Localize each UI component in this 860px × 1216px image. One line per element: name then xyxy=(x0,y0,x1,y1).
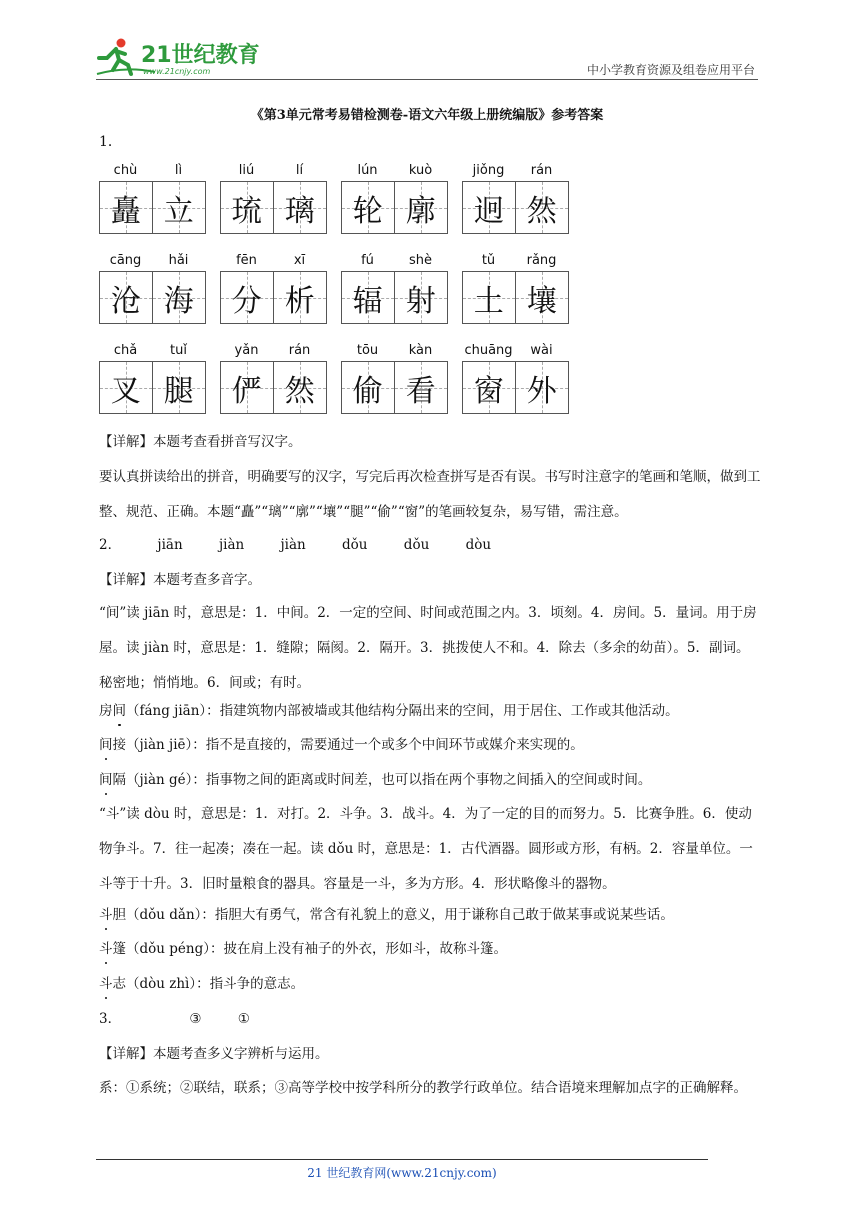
hanzi-answer: 海 xyxy=(163,283,194,319)
hanzi-answer: 俨 xyxy=(231,373,262,409)
hanzi-answer: 分 xyxy=(231,283,262,319)
pinyin-label: rǎng xyxy=(526,253,557,268)
tianzige-cell xyxy=(221,272,274,323)
q3-answer: ③ xyxy=(189,1011,202,1027)
hanzi-answer: 然 xyxy=(526,193,557,229)
tianzige-cell xyxy=(516,272,569,323)
tianzige-cell xyxy=(221,362,274,413)
q2-answer: jiān xyxy=(157,537,183,553)
hanzi-answer: 腿 xyxy=(163,373,194,409)
emphasis-dot-char: 斗 xyxy=(99,898,113,933)
q3-explanation: 系：①系统；②联结，联系；③高等学校中按学科所分的教学行政单位。结合语境来理解加点字的正确解释。 xyxy=(99,1080,747,1096)
pinyin-label: chǎ xyxy=(113,343,138,358)
word-entry: 房间（fáng jiān）：指建筑物内部被墙或其他结构分隔出来的空间，用于居住、工作或其他活动。 xyxy=(99,694,761,729)
q2-answer-line xyxy=(99,528,761,563)
pinyin-label: rán xyxy=(530,163,553,178)
tianzige-boxes xyxy=(341,361,448,414)
tianzige-cell xyxy=(395,362,448,413)
hanzi-answer: 偷 xyxy=(352,373,383,409)
emphasis-dot-char: 斗 xyxy=(99,932,113,967)
tianzige-cell xyxy=(342,362,395,413)
hanzi-answer: 廓 xyxy=(405,193,436,229)
q2-answer: dǒu xyxy=(403,537,430,553)
tianzige-boxes xyxy=(341,181,448,234)
pinyin-label: jiǒng xyxy=(472,163,505,178)
tianzige-cell xyxy=(221,182,274,233)
q3-detail: 【详解】本题考查多义字辨析与运用。 xyxy=(99,1046,329,1062)
logo-text: 21世纪教育 xyxy=(141,43,260,68)
tianzige-boxes xyxy=(220,361,327,414)
tianzige-boxes xyxy=(462,181,569,234)
pinyin-label: chù xyxy=(113,163,138,178)
q1-explanation: 要认真拼读给出的拼音，明确要写的汉字，写完后再次检查拼写是否有误。书写时注意字的笔画和笔顺，做到工整、规范、正确。本题“矗”“璃”“廓”“壤”“腿”“偷”“窗”的笔画较复杂，易写错，需注意。 xyxy=(99,469,761,520)
hanzi-answer: 看 xyxy=(405,373,436,409)
emphasis-dot-char: 间 xyxy=(99,763,113,798)
pinyin-label: wài xyxy=(530,343,553,358)
hanzi-answer: 窗 xyxy=(473,373,504,409)
q2-answer: jiàn xyxy=(280,537,306,553)
q2-dou-explanation: “斗”读 dòu 时，意思是：1．对打。2．斗争。3．战斗。4．为了一定的目的而努力。5．比赛争胜。6．使动物争斗。7．往一起凑；凑在一起。读 dǒu 时，意思是：1．古代酒器。圆形或方形，有柄。2．容量单位。一斗等于十升。3．旧时量粮食的器具。容量是一斗，多为方形。4．形状略像斗的器物。 xyxy=(99,806,753,892)
pinyin-label: yǎn xyxy=(234,343,259,358)
tianzige-boxes xyxy=(220,181,327,234)
pinyin-label: rán xyxy=(288,343,311,358)
tianzige-cell xyxy=(395,272,448,323)
tianzige-boxes xyxy=(462,361,569,414)
tianzige-cell xyxy=(153,182,206,233)
tianzige-cell xyxy=(395,182,448,233)
tianzige-cell xyxy=(100,362,153,413)
pinyin-label: fēn xyxy=(236,253,257,268)
pinyin-label: tǔ xyxy=(481,253,496,268)
tianzige-cell xyxy=(516,182,569,233)
q2-detail: 【详解】本题考查多音字。 xyxy=(99,572,261,588)
q2-number: 2． xyxy=(99,537,122,553)
tianzige-cell xyxy=(516,362,569,413)
q3-answer-line xyxy=(99,1002,761,1037)
hanzi-answer: 然 xyxy=(284,373,315,409)
hanzi-answer: 叉 xyxy=(110,373,141,409)
q1-detail: 【详解】本题考查看拼音写汉字。 xyxy=(99,434,302,450)
pinyin-label: shè xyxy=(408,253,432,268)
word-entry: 斗篷（dǒu péng）：披在肩上没有袖子的外衣，形如斗，故称斗篷。 xyxy=(99,932,761,967)
tianzige-cell xyxy=(463,362,516,413)
word-entry: 斗胆（dǒu dǎn）：指胆大有勇气，常含有礼貌上的意义，用于谦称自己敢于做某事或说某些话。 xyxy=(99,898,761,933)
emphasis-dot-char: 间 xyxy=(99,728,113,763)
pinyin-label: tuǐ xyxy=(170,343,187,358)
hanzi-answer: 外 xyxy=(526,373,557,409)
pinyin-label: cāng xyxy=(109,253,142,268)
tianzige-boxes xyxy=(341,271,448,324)
tianzige-boxes xyxy=(99,271,206,324)
tianzige-cell xyxy=(153,272,206,323)
pinyin-label: xī xyxy=(293,253,306,268)
word-entry: 间接（jiàn jiē）：指不是直接的，需要通过一个或多个中间环节或媒介来实现的。 xyxy=(99,728,761,763)
q3-number: 3． xyxy=(99,1011,122,1027)
tianzige-cell xyxy=(274,182,327,233)
tianzige-boxes xyxy=(220,271,327,324)
hanzi-answer: 琉 xyxy=(231,193,262,229)
hanzi-answer: 沧 xyxy=(110,283,141,319)
hanzi-answer: 射 xyxy=(405,283,436,319)
pinyin-label: chuāng xyxy=(464,343,513,358)
footer-site: 21 世纪教育网(www.21cnjy.com) xyxy=(307,1166,497,1180)
tianzige-cell xyxy=(100,182,153,233)
word-entry: 斗志（dòu zhì）：指斗争的意志。 xyxy=(99,967,761,1002)
pinyin-label: liú xyxy=(238,163,255,178)
tianzige-boxes xyxy=(462,271,569,324)
tianzige-cell xyxy=(342,272,395,323)
pinyin-label: kàn xyxy=(408,343,433,358)
pinyin-label: kuò xyxy=(408,163,433,178)
hanzi-answer: 璃 xyxy=(284,193,315,229)
q3-answer: ① xyxy=(237,1011,250,1027)
word-entry: 间隔（jiàn gé）：指事物之间的距离或时间差，也可以指在两个事物之间插入的空间或时间。 xyxy=(99,763,761,798)
hanzi-answer: 析 xyxy=(284,283,315,319)
hanzi-answer: 矗 xyxy=(110,193,141,229)
pinyin-label: hǎi xyxy=(168,253,189,268)
emphasis-dot-char: 斗 xyxy=(99,967,113,1002)
footer-divider xyxy=(96,1159,708,1160)
header-divider xyxy=(96,79,758,80)
tianzige-cell xyxy=(153,362,206,413)
hanzi-answer: 轮 xyxy=(352,193,383,229)
q2-answer: dòu xyxy=(465,537,492,553)
q2-answer: dǒu xyxy=(342,537,368,553)
hanzi-answer: 迥 xyxy=(473,193,504,229)
header-platform-name: 中小学教育资源及组卷应用平台 xyxy=(586,63,755,77)
hanzi-answer: 壤 xyxy=(526,283,557,319)
logo xyxy=(95,36,265,80)
pinyin-label: lí xyxy=(295,163,304,178)
hanzi-answer: 土 xyxy=(473,283,504,319)
pinyin-label: fú xyxy=(361,253,374,268)
logo-url: www.21cnjy.com xyxy=(143,67,211,76)
document-title: 《第3单元常考易错检测卷-语文六年级上册统编版》参考答案 xyxy=(250,108,604,123)
pinyin-label: lún xyxy=(357,163,378,178)
q2-answer: jiàn xyxy=(218,537,245,553)
hanzi-answer: 立 xyxy=(163,193,194,229)
hanzi-answer: 辐 xyxy=(352,283,383,319)
tianzige-cell xyxy=(274,362,327,413)
pinyin-label: lì xyxy=(174,163,183,178)
tianzige-boxes xyxy=(99,361,206,414)
pinyin-label: tōu xyxy=(356,343,379,358)
q2-jian-explanation: “间”读 jiān 时，意思是：1．中间。2．一定的空间、时间或范围之内。3．顷刻。4．房间。5．量词。用于房屋。读 jiàn 时，意思是：1．缝隙；隔阂。2．隔开。3．挑拨使人不和。4．除去（多余的幼苗）。5．副词。秘密地；悄悄地。6．间或；有时。 xyxy=(99,605,757,691)
tianzige-boxes xyxy=(99,181,206,234)
q1-number: 1． xyxy=(99,134,122,150)
tianzige-cell xyxy=(463,182,516,233)
tianzige-cell xyxy=(100,272,153,323)
tianzige-cell xyxy=(342,182,395,233)
emphasis-dot-char: 间 xyxy=(113,694,127,729)
tianzige-cell xyxy=(274,272,327,323)
tianzige-cell xyxy=(463,272,516,323)
